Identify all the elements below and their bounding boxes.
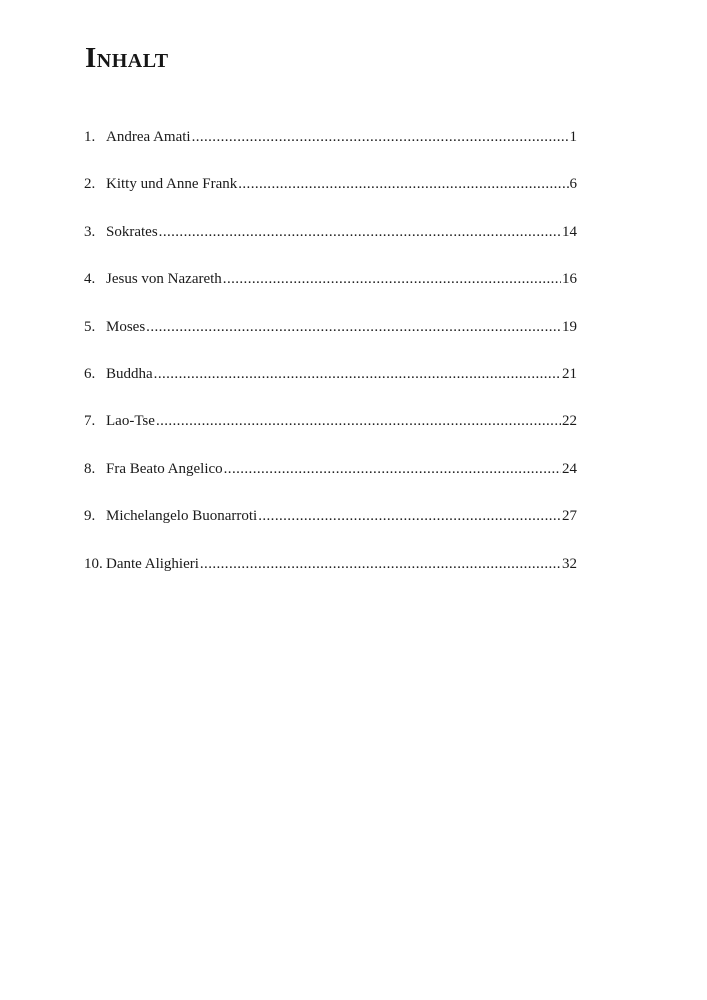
toc-entry-number: 2. xyxy=(84,176,96,193)
toc-entry-page: 32 xyxy=(562,555,577,572)
toc-entry-number: 6. xyxy=(84,365,96,382)
toc-dot-leader xyxy=(258,505,561,527)
toc-entry-page: 27 xyxy=(562,508,577,525)
toc-dot-leader xyxy=(156,410,561,432)
toc-dot-leader xyxy=(238,173,568,195)
toc-entry-label: Dante Alighieri xyxy=(106,555,199,572)
toc-dot-leader xyxy=(154,363,561,385)
toc-dot-leader xyxy=(224,458,561,480)
toc-entry-8[interactable] xyxy=(84,458,577,505)
toc-entry-number: 8. xyxy=(84,460,96,477)
toc-entry-1[interactable] xyxy=(84,126,577,173)
toc-entry-page: 22 xyxy=(562,413,577,430)
toc-dot-leader xyxy=(146,316,561,338)
toc-dot-leader xyxy=(223,268,561,290)
toc-entry-2[interactable] xyxy=(84,173,577,220)
toc-entry-7[interactable] xyxy=(84,410,577,457)
toc-entry-number: 3. xyxy=(84,223,96,240)
toc-entry-label: Buddha xyxy=(106,365,153,382)
toc-entry-page: 1 xyxy=(569,129,577,145)
toc-entry-label: Jesus von Nazareth xyxy=(106,271,222,288)
toc-entry-10[interactable] xyxy=(84,553,577,600)
toc-entry-9[interactable] xyxy=(84,505,577,552)
toc-entry-number: 7. xyxy=(84,413,96,430)
table-of-contents xyxy=(84,126,577,600)
toc-entry-label: Lao-Tse xyxy=(106,413,155,430)
toc-dot-leader xyxy=(200,553,561,575)
toc-entry-number: 10. xyxy=(84,555,103,572)
toc-entry-page: 16 xyxy=(562,271,577,288)
toc-entry-label: Sokrates xyxy=(106,223,158,240)
toc-dot-leader xyxy=(159,221,561,243)
page-title: Inhalt xyxy=(85,42,169,74)
toc-entry-page: 14 xyxy=(562,223,577,240)
toc-dot-leader xyxy=(192,126,569,148)
toc-entry-label: Moses xyxy=(106,318,146,335)
toc-entry-number: 4. xyxy=(84,271,96,288)
toc-entry-3[interactable] xyxy=(84,221,577,268)
toc-entry-page: 6 xyxy=(569,176,577,193)
toc-entry-label: Andrea Amati xyxy=(106,129,191,145)
toc-entry-label: Fra Beato Angelico xyxy=(106,460,223,477)
toc-entry-number: 9. xyxy=(84,508,96,525)
toc-entry-number: 5. xyxy=(84,318,96,335)
toc-entry-page: 24 xyxy=(562,460,577,477)
toc-entry-page: 21 xyxy=(562,365,577,382)
toc-entry-6[interactable] xyxy=(84,363,577,410)
toc-entry-5[interactable] xyxy=(84,316,577,363)
toc-entry-4[interactable] xyxy=(84,268,577,315)
toc-entry-label: Kitty und Anne Frank xyxy=(106,176,238,193)
toc-entry-page: 19 xyxy=(562,318,577,335)
toc-entry-number: 1. xyxy=(84,129,96,145)
toc-entry-label: Michelangelo Buonarroti xyxy=(106,508,258,525)
